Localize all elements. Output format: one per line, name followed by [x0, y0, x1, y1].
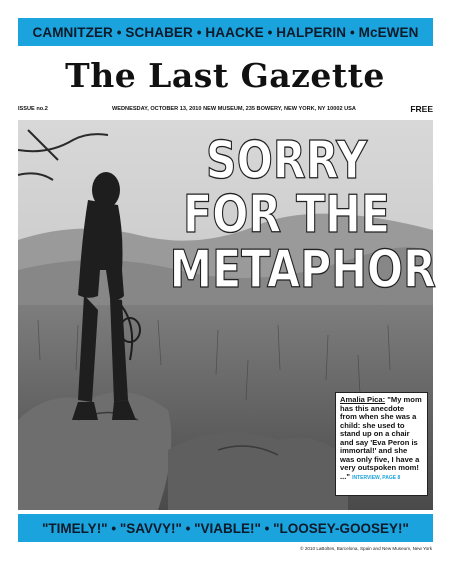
quote-author: Amalia Pica: [340, 395, 386, 404]
date-location: WEDNESDAY, OCTOBER 13, 2010 NEW MUSEUM, 235 BOWERY, NEW YORK, NY 10002 USA [112, 106, 356, 112]
headline-line-2: FOR THE [183, 185, 390, 245]
slogans: "TIMELY!" • "SAVVY!" • "VIABLE!" • "LOOSEY-GOOSEY!" [42, 520, 409, 536]
copyright-credit: © 2010 LaBoltes, Barcelona, Spain and New Museum, New York [300, 546, 432, 551]
issue-info-line [18, 104, 433, 116]
featured-artists: CAMNITZER • SCHABER • HAACKE • HALPERIN • McEWEN [32, 24, 419, 40]
issue-number: ISSUE no.2 [18, 106, 48, 112]
quote-page-reference: INTERVIEW, PAGE 8 [352, 474, 401, 481]
quote-text: "My mom has this anecdote from when she was a child: she used to stand up on a chair and say 'Eva Peron is immortal!' and she was only five, I have a very outspoken mom! ..." [340, 395, 422, 481]
cover-headline [169, 131, 437, 300]
price-label: FREE [410, 104, 433, 114]
newspaper-masthead: The Last Gazette [65, 56, 385, 95]
headline-line-3: METAPHOR [169, 240, 437, 300]
bottom-slogans-banner [18, 514, 433, 542]
headline-line-1: SORRY [205, 131, 368, 191]
quote-box [335, 392, 428, 496]
top-names-banner [18, 18, 433, 46]
